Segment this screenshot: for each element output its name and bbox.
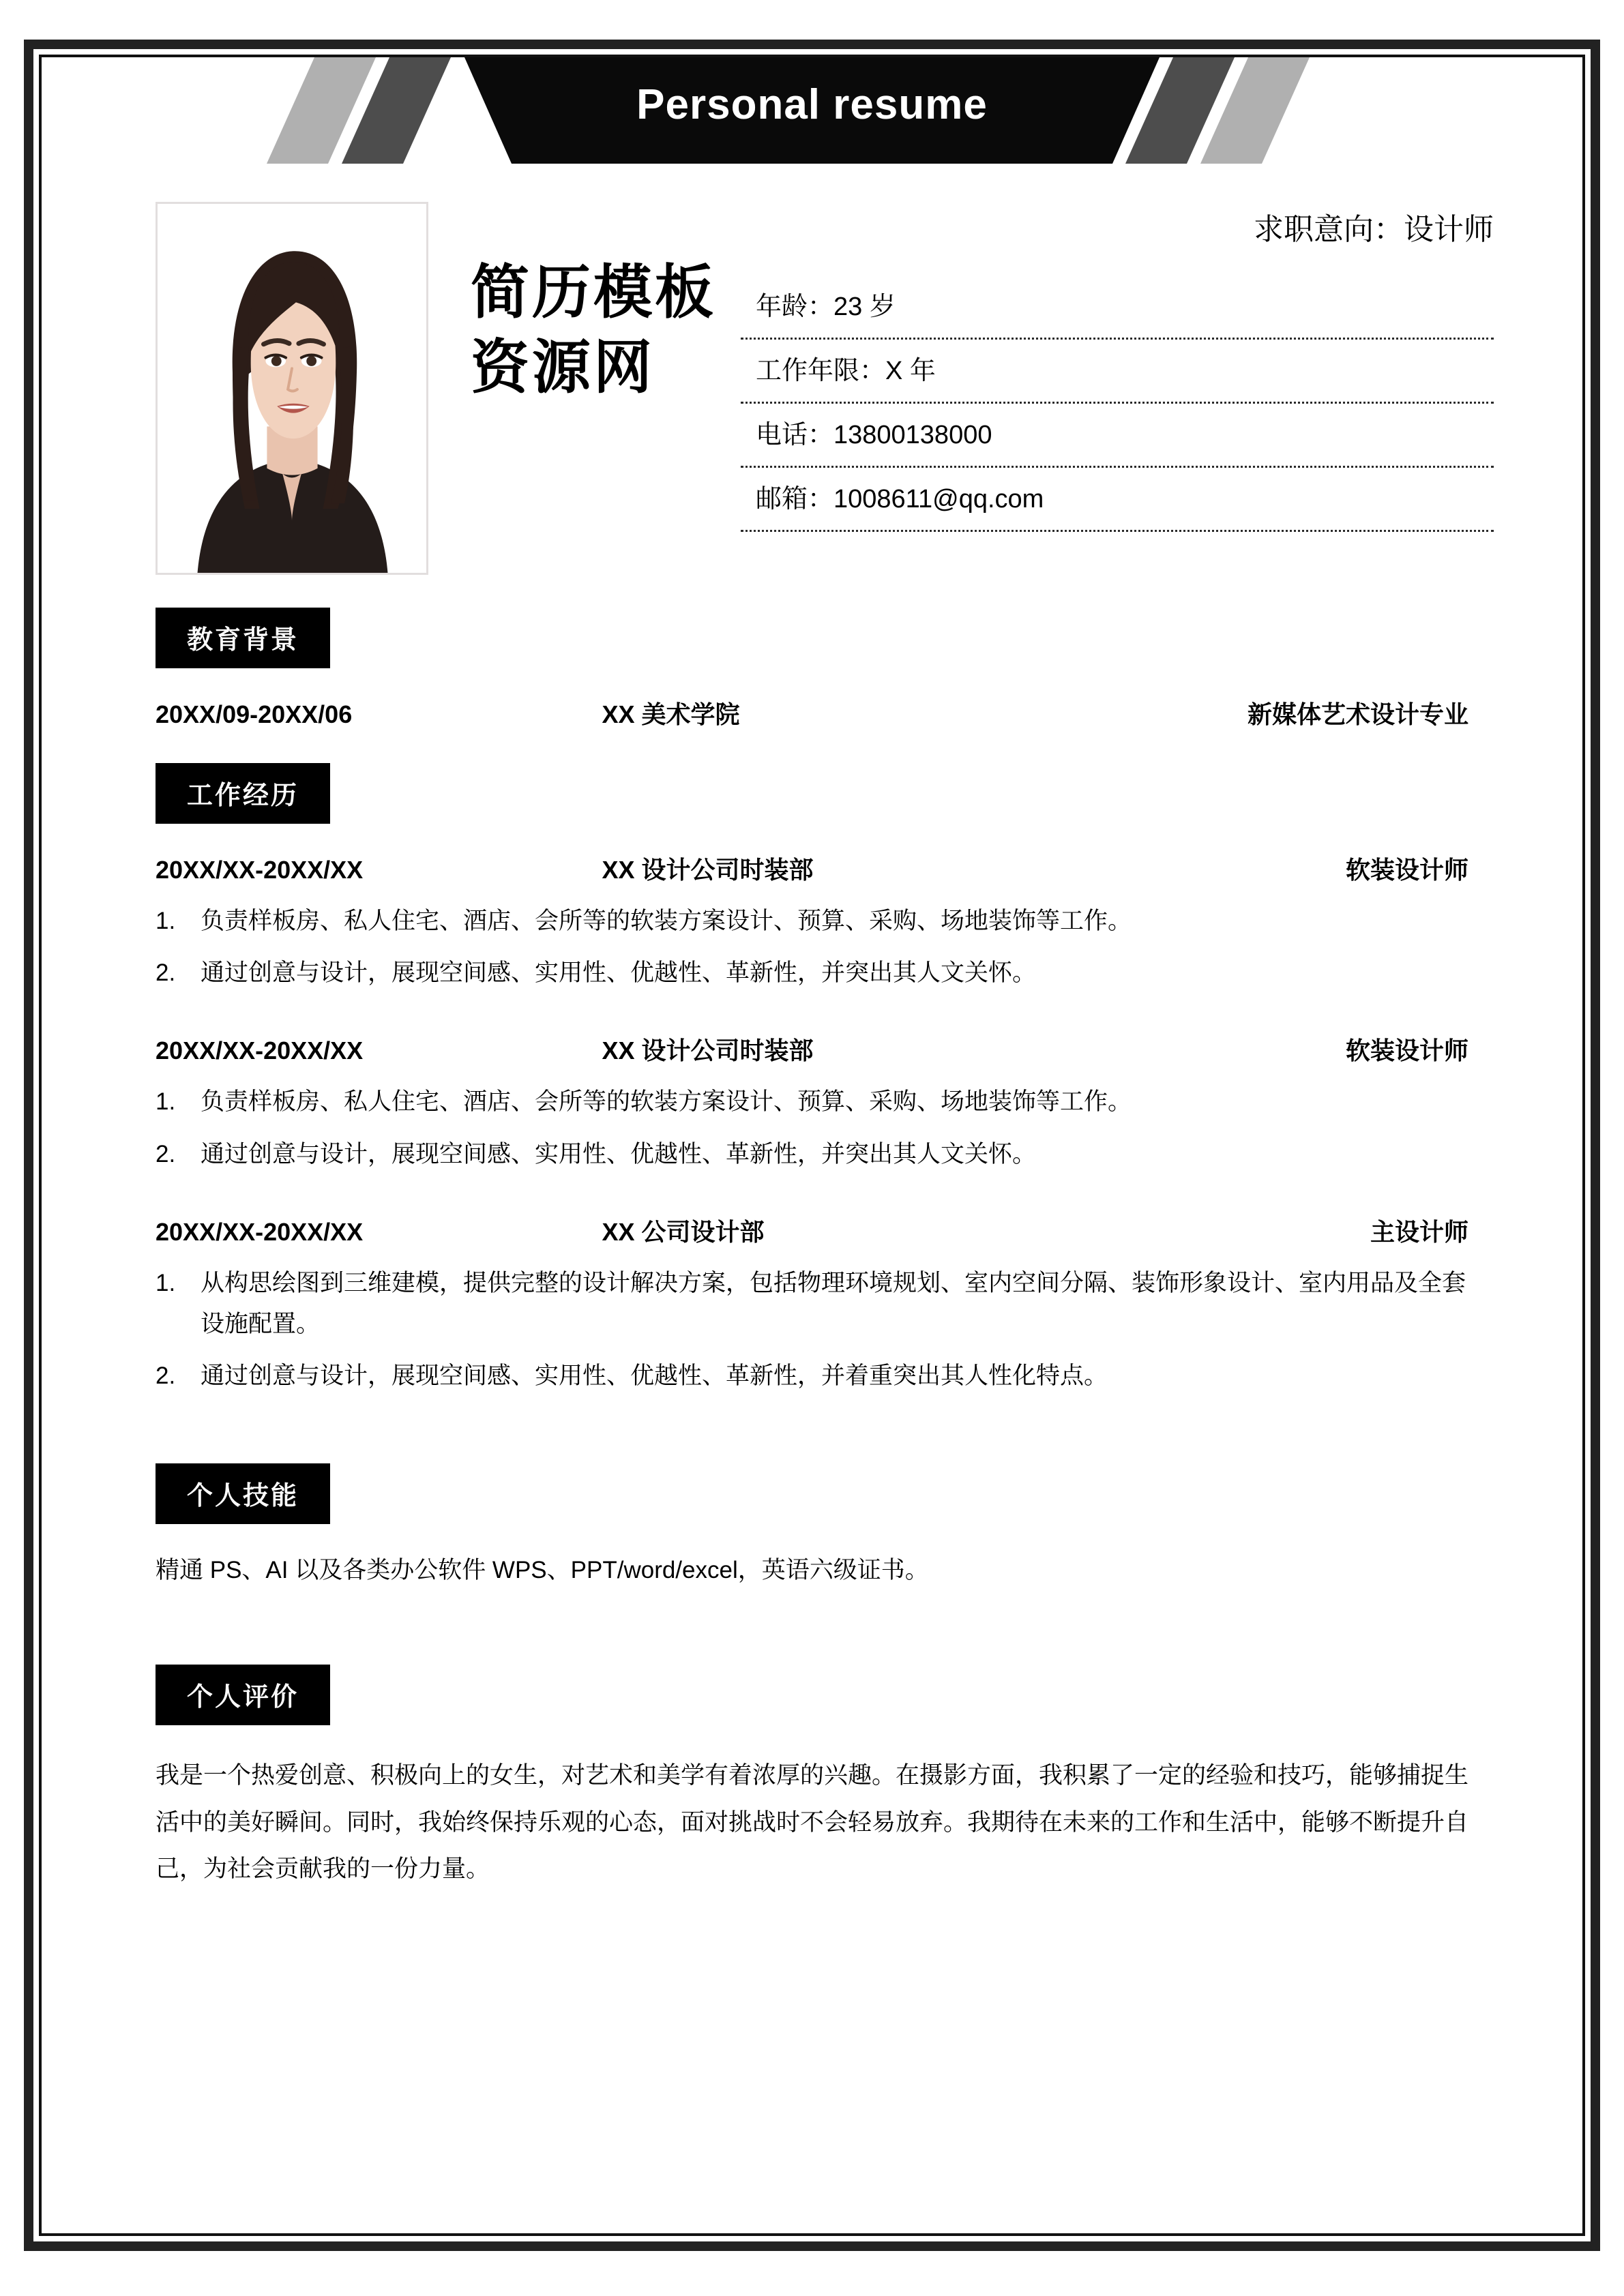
identity-block [42, 164, 1582, 575]
work-role: 软装设计师 [1345, 1037, 1468, 1065]
list-item [156, 1134, 1468, 1175]
education-major: 新媒体艺术设计专业 [1247, 700, 1468, 728]
list-item [156, 1082, 1468, 1122]
job-objective: 求职意向：设计师 [1254, 213, 1494, 246]
education-date: 20XX/09-20XX/06 [156, 700, 353, 728]
work-company: XX 公司设计部 [602, 1217, 765, 1246]
name-line-1: 简历模板 [471, 260, 716, 325]
work-company: XX 设计公司时装部 [602, 1037, 814, 1065]
contact-experience: 工作年限：X 年 [741, 340, 1494, 404]
page-content [42, 57, 1582, 2233]
contact-email: 邮箱：1008611@qq.com [741, 468, 1494, 532]
work-date: 20XX/XX-20XX/XX [156, 856, 364, 884]
bullet-text: 负责样板房、私人住宅、酒店、会所等的软装方案设计、预算、采购、场地装饰等工作。 [201, 908, 1132, 934]
list-item [156, 901, 1468, 942]
section-label-evaluation: 个人评价 [156, 1665, 330, 1725]
bullet-text: 通过创意与设计，展现空间感、实用性、优越性、革新性，并着重突出其人性化特点。 [201, 1362, 1108, 1390]
section-education [42, 608, 1582, 730]
work-date: 20XX/XX-20XX/XX [156, 1037, 364, 1065]
evaluation-text: 我是一个热爱创意、积极向上的女生，对艺术和美学有着浓厚的兴趣。在摄影方面，我积累了一定的经验和技巧，能够捕捉生活中的美好瞬间。同时，我始终保持乐观的心态，面对挑战时不会轻易放弃。我期待在未来的工作和生活中，能够不断提升自己，为社会贡献我的一份力量。 [156, 1762, 1469, 1882]
bullet-number: 1. [156, 908, 176, 934]
education-school: XX 美术学院 [602, 700, 740, 728]
header-banner [42, 57, 1582, 164]
avatar [156, 202, 428, 575]
section-skills [42, 1463, 1582, 1590]
skills-text: 精通 PS、AI 以及各类办公软件 WPS、PPT/word/excel，英语六级证书。 [156, 1557, 929, 1584]
bullet-text: 从构思绘图到三维建模，提供完整的设计解决方案，包括物理环境规划、室内空间分隔、装饰形象设计、室内用品及全套设施配置。 [201, 1269, 1466, 1337]
work-company: XX 设计公司时装部 [602, 856, 814, 884]
bullet-text: 负责样板房、私人住宅、酒店、会所等的软装方案设计、预算、采购、场地装饰等工作。 [201, 1088, 1132, 1116]
bullet-text: 通过创意与设计，展现空间感、实用性、优越性、革新性，并突出其人文关怀。 [201, 1140, 1037, 1167]
bullet-number: 1. [156, 1269, 176, 1296]
section-label-education: 教育背景 [156, 608, 330, 668]
section-evaluation [42, 1665, 1582, 1892]
work-entry-row [156, 824, 1468, 886]
page-title: Personal resume [636, 80, 988, 128]
work-entry-row [156, 1186, 1468, 1248]
work-role: 软装设计师 [1345, 856, 1468, 884]
bullet-text: 通过创意与设计，展现空间感、实用性、优越性、革新性，并突出其人文关怀。 [201, 959, 1037, 987]
contact-age: 年龄：23 岁 [741, 275, 1494, 340]
applicant-name [471, 202, 716, 405]
bullet-number: 2. [156, 1362, 176, 1390]
education-entry-row [156, 668, 1468, 730]
work-date: 20XX/XX-20XX/XX [156, 1217, 364, 1246]
list-item [156, 1356, 1468, 1397]
section-label-work: 工作经历 [156, 763, 330, 824]
work-bullet-list [156, 901, 1468, 994]
contact-phone: 电话：13800138000 [741, 404, 1494, 468]
contact-block [741, 202, 1494, 532]
section-work-experience [42, 763, 1582, 1397]
work-bullet-list [156, 1082, 1468, 1174]
section-label-skills: 个人技能 [156, 1463, 330, 1524]
work-role: 主设计师 [1370, 1217, 1468, 1246]
work-bullet-list [156, 1263, 1468, 1397]
bullet-number: 1. [156, 1088, 176, 1116]
bullet-number: 2. [156, 959, 176, 987]
work-entry-row [156, 1004, 1468, 1067]
name-line-2: 资源网 [471, 335, 655, 401]
list-item [156, 953, 1468, 994]
portrait-photo-icon [158, 204, 426, 573]
list-item [156, 1263, 1468, 1345]
bullet-number: 2. [156, 1140, 176, 1167]
